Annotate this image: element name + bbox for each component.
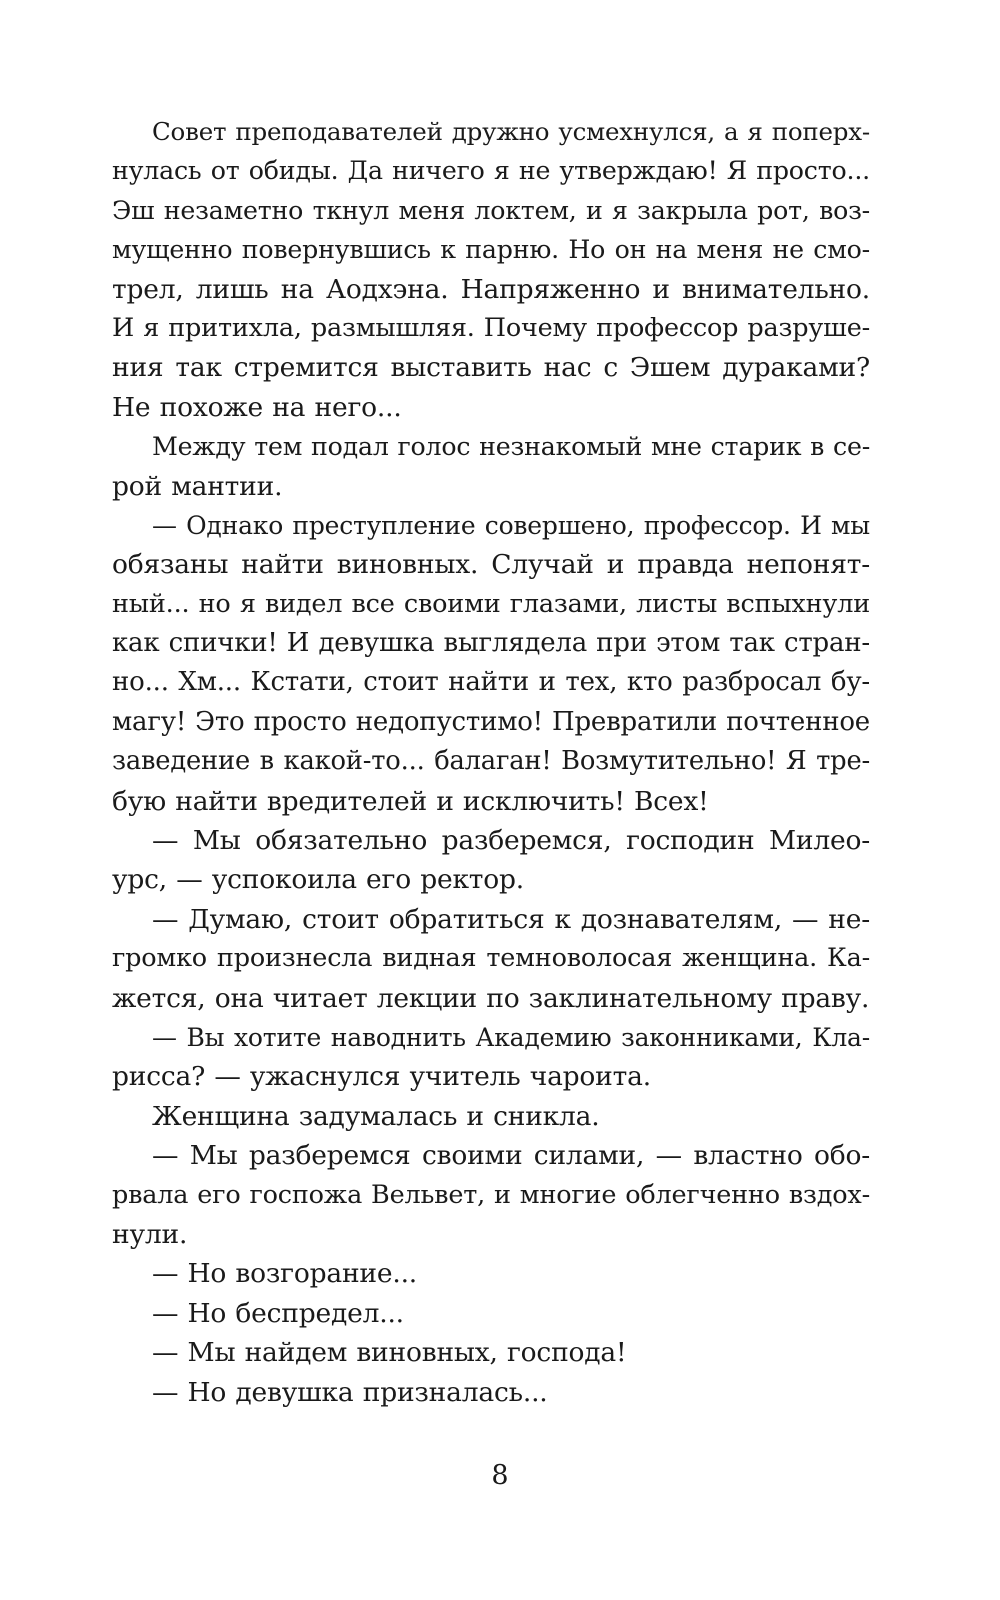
text-line: магу! Это просто недопустимо! Превратили почтенное <box>112 706 870 737</box>
text-line: И я притихла, размышляя. Почему профессор разруше- <box>112 312 870 343</box>
text-line: ный... но я видел все своими глазами, листы вспыхнули <box>112 588 870 619</box>
text-line: Эш незаметно ткнул меня локтем, и я закрыла рот, воз- <box>112 195 870 225</box>
text-line: урс, — успокоила его ректор. <box>112 864 525 896</box>
text-line: рисса? — ужаснулся учитель чароита. <box>112 1061 651 1093</box>
text-line: нулась от обиды. Да ничего я не утверждаю! Я просто... <box>112 156 870 186</box>
text-line: — Однако преступление совершено, профессор. И мы <box>152 510 870 540</box>
text-line: Женщина задумалась и сникла. <box>152 1100 600 1132</box>
text-line: — Мы обязательно разберемся, господин Милео- <box>152 825 870 857</box>
body-text <box>112 112 870 1412</box>
text-line: но... Хм... Кстати, стоит найти и тех, кто разбросал бу- <box>112 667 870 698</box>
text-line: — Мы разберемся своими силами, — властно обо- <box>152 1140 870 1172</box>
text-line: громко произнесла видная темноволосая женщина. Ка- <box>112 943 870 974</box>
text-line: — Мы найдем виновных, господа! <box>152 1337 627 1369</box>
text-line: Между тем подал голос незнакомый мне старик в се- <box>152 432 871 462</box>
text-line: рвала его госпожа Вельвет, и многие облегченно вздох- <box>112 1179 870 1210</box>
text-line: — Но беспредел... <box>152 1297 404 1329</box>
text-line: трел, лишь на Аодхэна. Напряженно и внимательно. <box>112 273 870 305</box>
text-line: нули. <box>112 1218 188 1250</box>
page-number: 8 <box>491 1460 509 1491</box>
text-line: мущенно повернувшись к парню. Но он на меня не смо- <box>112 235 870 265</box>
text-line: бую найти вредителей и исключить! Всех! <box>112 785 709 817</box>
text-line: рой мантии. <box>112 470 283 502</box>
text-line: заведение в какой-то... балаган! Возмутительно! Я тре- <box>112 746 870 777</box>
text-line: — Вы хотите наводнить Академию законниками, Кла- <box>152 1022 870 1052</box>
text-line: — Думаю, стоит обратиться к дознавателям, — не- <box>152 903 870 935</box>
text-line: Не похоже на него... <box>112 391 402 423</box>
text-line: обязаны найти виновных. Случай и правда непонят- <box>112 549 870 581</box>
text-line: — Но девушка призналась... <box>152 1376 548 1408</box>
text-line: ния так стремится выставить нас с Эшем дураками? <box>112 352 870 384</box>
text-line: жется, она читает лекции по заклинательному праву. <box>112 982 870 1014</box>
text-line: Совет преподавателей дружно усмехнулся, а я поперх- <box>152 117 870 146</box>
text-line: — Но возгорание... <box>152 1258 418 1290</box>
text-line: как спички! И девушка выглядела при этом так стран- <box>112 628 870 659</box>
